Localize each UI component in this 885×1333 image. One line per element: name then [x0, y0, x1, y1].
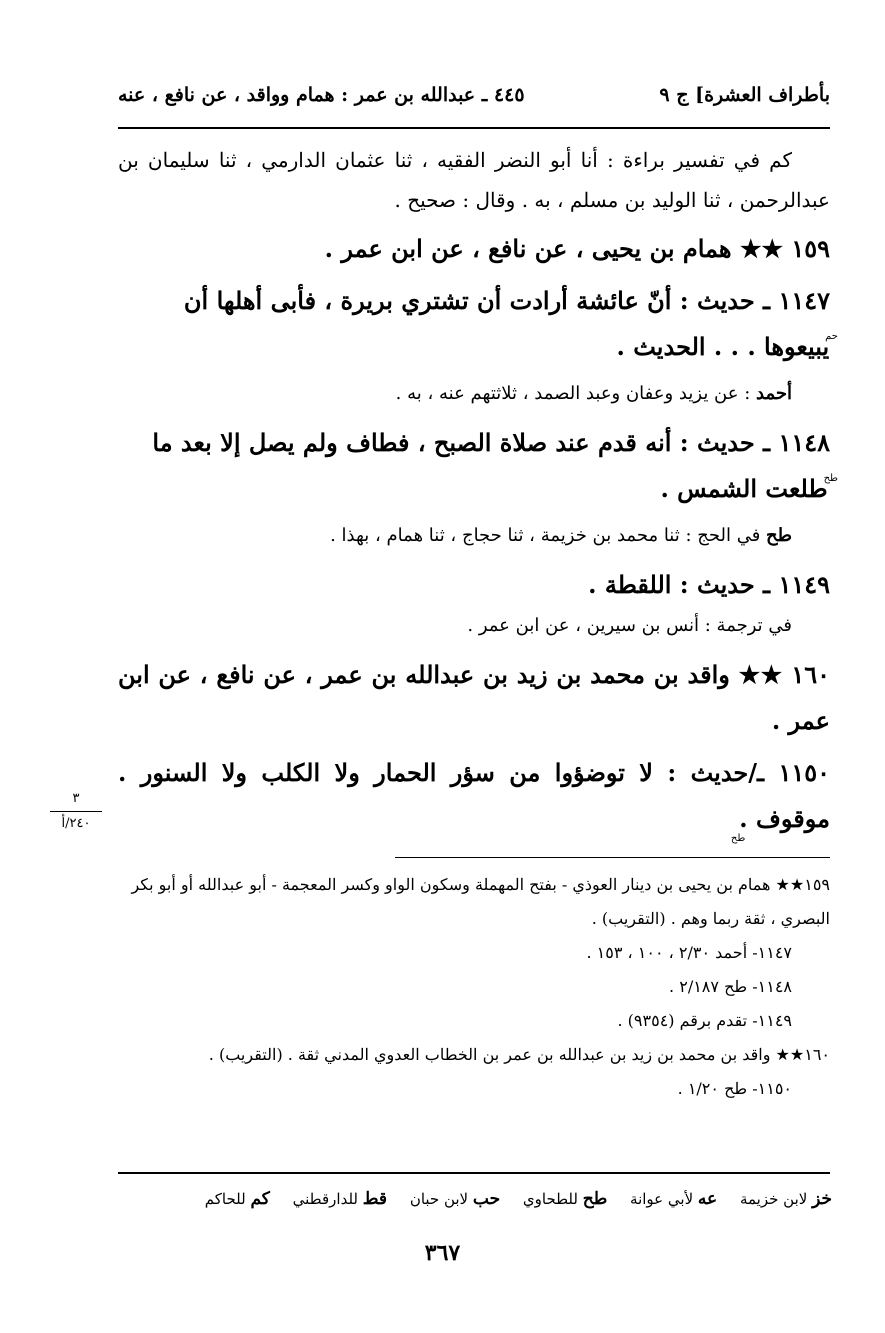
- running-header: [118, 80, 830, 120]
- header-section-title: ٤٤٥ ـ عبدالله بن عمر : همام وواقد ، عن نافع ، عنه: [118, 84, 525, 106]
- hadith-1447-line2: يبيعوها . . . الحديث .: [616, 332, 830, 361]
- footnote-1449: ١١٤٩- تقدم برقم (٩٣٥٤) .: [617, 1011, 792, 1030]
- hadith-1447-line1: ١١٤٧ ـ حديث : أنّ عائشة أرادت أن تشتري بريرة ، فأبى أهلها أن: [183, 286, 830, 315]
- manuscript-margin-note: [50, 790, 102, 833]
- hadith-1450-marker: طح: [730, 833, 746, 844]
- hadith-1447-marker: حم: [825, 331, 838, 342]
- source-1449: في ترجمة : أنس بن سيرين ، عن ابن عمر .: [467, 615, 792, 636]
- header-book-title: بأطراف العشرة] ج ٩: [659, 84, 830, 106]
- page-number: ٣٦٧: [424, 1240, 461, 1266]
- footnote-160: ١٦٠★★ واقد بن محمد بن زيد بن عبدالله بن عمر بن الخطاب العدوي المدني ثقة . (التقريب) .: [208, 1045, 830, 1064]
- footnote-1447: ١١٤٧- أحمد ٢/٣٠ ، ١٠٠ ، ١٥٣ .: [586, 943, 792, 962]
- margin-note-bottom: ٢٤٠/أ: [61, 816, 91, 831]
- legend-item: حب لابن حبان: [409, 1189, 501, 1209]
- legend-item: خز لابن خزيمة: [739, 1189, 832, 1209]
- hadith-1448-line2: طلعت الشمس .: [660, 474, 828, 503]
- footnote-159: ١٥٩★★ همام بن يحيى بن دينار العوذي - بفتح المهملة وسكون الواو وكسر المعجمة - أبو عبدالله أو أبو بكر البصري ، ثقة ربما وهم . (التقريب) .: [131, 875, 830, 928]
- source-1447: [118, 376, 830, 412]
- source-1447-text: : عن يزيد وعفان وعبد الصمد ، ثلاثتهم عنه ، به .: [395, 383, 757, 404]
- legend-item: طح للطحاوي: [522, 1189, 608, 1209]
- heading-160: ١٦٠ ★★ واقد بن محمد بن زيد بن عبدالله بن عمر ، عن نافع ، عن ابن عمر .: [118, 660, 830, 735]
- hadith-1450-text: ١١٥٠ ـ/حديث : لا توضؤوا من سؤر الحمار ولا الكلب ولا السنور . موقوف .: [118, 758, 830, 833]
- source-1448-abbr: طح: [766, 525, 792, 546]
- footnotes: [118, 868, 830, 1106]
- header-rule: [118, 127, 830, 129]
- margin-note-top: ٣: [50, 790, 102, 812]
- legend-item: عه لأبي عوانة: [630, 1189, 718, 1209]
- legend-rule: [118, 1172, 830, 1174]
- hadith-1449: ١١٤٩ ـ حديث : اللقطة .: [588, 570, 830, 599]
- source-1448: [118, 518, 830, 554]
- footnote-1450: ١١٥٠- طح ١/٢٠ .: [677, 1079, 792, 1098]
- legend-item: قط للدارقطني: [292, 1189, 388, 1209]
- hadith-1448-marker: طح: [823, 473, 838, 484]
- source-1448-text: في الحج : ثنا محمد بن خزيمة ، ثنا حجاج ، ثنا همام ، بهذا .: [330, 525, 767, 546]
- legend-item: كم للحاكم: [204, 1189, 270, 1209]
- hadith-1448: [118, 420, 838, 518]
- abbreviation-legend: [112, 1184, 832, 1214]
- main-text: [118, 140, 838, 848]
- source-1447-abbr: أحمد: [756, 383, 792, 404]
- footnote-rule: [395, 857, 830, 858]
- footnote-1448: ١١٤٨- طح ٢/١٨٧ .: [669, 977, 792, 996]
- hadith-1450: [118, 750, 830, 848]
- heading-159: ١٥٩ ★★ همام بن يحيى ، عن نافع ، عن ابن عمر .: [324, 234, 830, 263]
- hadith-1448-line1: ١١٤٨ ـ حديث : أنه قدم عند صلاة الصبح ، فطاف ولم يصل إلا بعد ما: [152, 428, 830, 457]
- hadith-1447: [118, 278, 838, 376]
- intro-paragraph: كم في تفسير براءة : أنا أبو النضر الفقيه ، ثنا عثمان الدارمي ، ثنا سليمان بن عبدالرحمن ، ثنا الوليد بن مسلم ، به . وقال : صحيح .: [118, 148, 830, 212]
